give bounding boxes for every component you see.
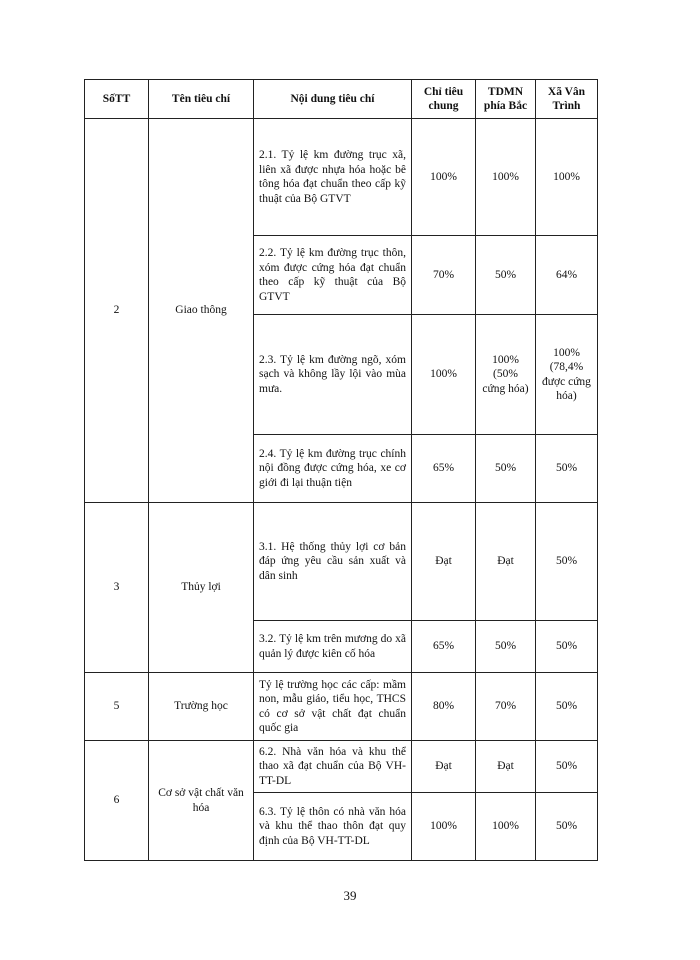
row-commune: 50% [536,621,598,673]
row-tdmn: 50% [476,621,536,673]
row-tdmn: Đạt [476,503,536,621]
row-tdmn: 50% [476,236,536,315]
row-general: Đạt [412,503,476,621]
row-criteria-name: Thủy lợi [149,503,254,673]
header-criteria-content: Nội dung tiêu chí [254,80,412,119]
table-row [85,119,598,236]
row-general: 65% [412,435,476,503]
table-row [85,503,598,621]
header-general-target: Chỉ tiêu chung [412,80,476,119]
row-commune: 50% [536,435,598,503]
row-commune: 100% [536,119,598,236]
row-criteria-name: Cơ sở vật chất văn hóa [149,741,254,861]
row-commune: 50% [536,793,598,861]
header-commune: Xã Vân Trình [536,80,598,119]
row-general: 100% [412,793,476,861]
row-commune: 100% (78,4% được cứng hóa) [536,315,598,435]
row-criteria-name: Giao thông [149,119,254,503]
row-content: 2.1. Tỷ lệ km đường trục xã, liên xã được nhựa hóa hoặc bê tông hóa đạt chuẩn theo cấp kỹ thuật của Bộ GTVT [254,119,412,236]
row-stt: 6 [85,741,149,861]
row-tdmn: 100% [476,793,536,861]
row-tdmn: 100% [476,119,536,236]
row-commune: 50% [536,741,598,793]
row-content: 2.4. Tỷ lệ km đường trục chính nội đồng được cứng hóa, xe cơ giới đi lại thuận tiện [254,435,412,503]
row-content: Tỷ lệ trường học các cấp: mầm non, mẫu giáo, tiểu học, THCS có cơ sở vật chất đạt chuẩn quốc gia [254,673,412,741]
table-header-row [85,80,598,119]
row-tdmn: 100% (50% cứng hóa) [476,315,536,435]
row-tdmn: 50% [476,435,536,503]
row-commune: 64% [536,236,598,315]
table-row [85,673,598,741]
row-content: 6.3. Tỷ lệ thôn có nhà văn hóa và khu thể thao thôn đạt quy định của Bộ VH-TT-DL [254,793,412,861]
row-general: Đạt [412,741,476,793]
row-commune: 50% [536,503,598,621]
criteria-table [84,79,598,861]
row-stt: 5 [85,673,149,741]
row-tdmn: 70% [476,673,536,741]
header-criteria-name: Tên tiêu chí [149,80,254,119]
row-commune: 50% [536,673,598,741]
table-row [85,741,598,793]
header-stt: SốTT [85,80,149,119]
row-general: 100% [412,315,476,435]
row-content: 2.2. Tỷ lệ km đường trục thôn, xóm được cứng hóa đạt chuẩn theo cấp kỹ thuật của Bộ GTVT [254,236,412,315]
row-general: 100% [412,119,476,236]
header-tdmn: TDMN phía Bắc [476,80,536,119]
row-content: 3.2. Tỷ lệ km trên mương do xã quản lý được kiên cố hóa [254,621,412,673]
row-general: 70% [412,236,476,315]
row-general: 65% [412,621,476,673]
row-tdmn: Đạt [476,741,536,793]
row-criteria-name: Trường học [149,673,254,741]
page-number: 39 [343,888,357,903]
row-stt: 3 [85,503,149,673]
row-general: 80% [412,673,476,741]
row-stt: 2 [85,119,149,503]
row-content: 3.1. Hệ thống thủy lợi cơ bản đáp ứng yêu cầu sản xuất và dân sinh [254,503,412,621]
row-content: 2.3. Tỷ lệ km đường ngõ, xóm sạch và không lầy lội vào mùa mưa. [254,315,412,435]
row-content: 6.2. Nhà văn hóa và khu thể thao xã đạt chuẩn của Bộ VH-TT-DL [254,741,412,793]
